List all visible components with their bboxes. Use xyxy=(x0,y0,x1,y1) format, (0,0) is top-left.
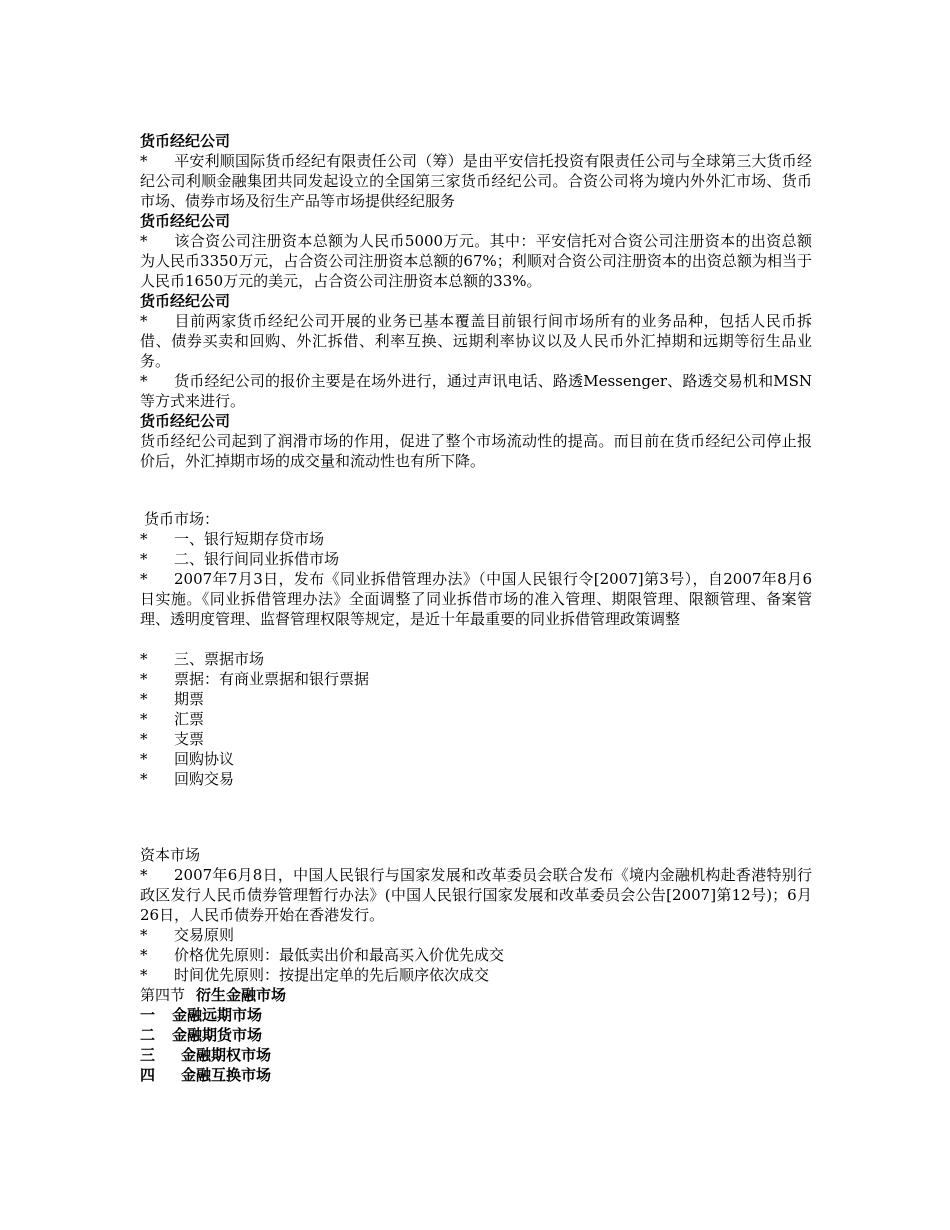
list-item xyxy=(140,569,812,629)
list-item xyxy=(140,769,812,789)
bullet-marker: * xyxy=(140,312,148,330)
subsection-label: 金融远期市场 xyxy=(172,1006,263,1024)
subsection-heading xyxy=(140,1045,812,1065)
bullet-marker: * xyxy=(140,926,148,944)
list-item-text: 支票 xyxy=(174,730,205,748)
bullet-text: 平安利顺国际货币经纪有限责任公司（筹）是由平安信托投资有限责任公司与全球第三大货币经纪公司利顺金融集团共同发起设立的全国第三家货币经纪公司。合资公司将为境内外外汇市场、货币市场、债券市场及衍生产品等市场提供经纪服务 xyxy=(140,152,812,210)
subsection-heading xyxy=(140,1005,812,1025)
list-item-text: 汇票 xyxy=(174,710,205,728)
list-item-text: 一、银行短期存贷市场 xyxy=(174,530,325,548)
bullet-paragraph xyxy=(140,371,812,411)
list-item-text: 回购交易 xyxy=(174,770,235,788)
list-item-text: 价格优先原则：最低卖出价和最高买入价优先成交 xyxy=(174,946,505,964)
list-item-text: 二、银行间同业拆借市场 xyxy=(174,550,340,568)
bullet-marker: * xyxy=(140,866,148,884)
bullet-marker: * xyxy=(140,650,148,668)
list-item xyxy=(140,729,812,749)
spacer xyxy=(140,629,812,649)
list-item-text: 2007年7月3日，发布《同业拆借管理办法》（中国人民银行令[2007]第3号），自2007年8月6日实施。《同业拆借管理办法》全面调整了同业拆借市场的准入管理、期限管理、限额管理、备案管理、透明度管理、监督管理权限等规定，是近十年最重要的同业拆借管理政策调整 xyxy=(140,570,812,628)
bullet-text: 该合资公司注册资本总额为人民币5000万元。其中：平安信托对合资公司注册资本的出资总额为人民币3350万元，占合资公司注册资本总额的67%；利顺对合资公司注册资本的出资总额为相当于人民币1650万元的美元，占合资公司注册资本总额的33%。 xyxy=(140,232,812,290)
list-item-text: 回购协议 xyxy=(174,750,235,768)
subsection-number: 二 xyxy=(140,1026,156,1044)
bullet-marker: * xyxy=(140,946,148,964)
list-item-text: 票据：有商业票据和银行票据 xyxy=(174,670,370,688)
bullet-marker: * xyxy=(140,710,148,728)
list-item xyxy=(140,549,812,569)
bullet-marker: * xyxy=(140,152,148,170)
bullet-marker: * xyxy=(140,530,148,548)
bullet-paragraph xyxy=(140,151,812,211)
list-item xyxy=(140,945,812,965)
bullet-marker: * xyxy=(140,770,148,788)
subsection-label: 金融期权市场 xyxy=(181,1046,272,1064)
bullet-marker: * xyxy=(140,966,148,984)
spacer xyxy=(140,789,812,845)
list-item xyxy=(140,649,812,669)
list-item xyxy=(140,669,812,689)
document-body xyxy=(140,131,812,1085)
bullet-marker: * xyxy=(140,232,148,250)
list-item-text: 期票 xyxy=(174,690,205,708)
list-item xyxy=(140,529,812,549)
subsection-heading xyxy=(140,1065,812,1085)
subsection-number: 一 xyxy=(140,1006,156,1024)
bullet-marker: * xyxy=(140,730,148,748)
paragraph: 货币经纪公司起到了润滑市场的作用，促进了整个市场流动性的提高。而目前在货币经纪公司停止报价后，外汇掉期市场的成交量和流动性也有所下降。 xyxy=(140,432,812,470)
subsection-number: 四 xyxy=(140,1066,156,1084)
list-item xyxy=(140,965,812,985)
bullet-text: 货币经纪公司的报价主要是在场外进行，通过声讯电话、路透Messenger、路透交易机和MSN等方式来进行。 xyxy=(140,372,812,410)
subsection-heading xyxy=(140,1025,812,1045)
bullet-marker: * xyxy=(140,550,148,568)
bullet-paragraph xyxy=(140,311,812,371)
bullet-marker: * xyxy=(140,750,148,768)
bullet-marker: * xyxy=(140,372,148,390)
bullet-text: 目前两家货币经纪公司开展的业务已基本覆盖目前银行间市场所有的业务品种，包括人民币拆借、债券买卖和回购、外汇拆借、利率互换、远期利率协议以及人民币外汇掉期和远期等衍生品业务。 xyxy=(140,312,812,370)
bullet-marker: * xyxy=(140,670,148,688)
list-item xyxy=(140,709,812,729)
subsection-label: 金融期货市场 xyxy=(172,1026,263,1044)
section-title: 衍生金融市场 xyxy=(196,986,287,1004)
heading-broker-4: 货币经纪公司 xyxy=(140,412,231,430)
section-number: 第四节 xyxy=(140,986,186,1004)
list-item-text: 时间优先原则：按提出定单的先后顺序依次成交 xyxy=(174,966,490,984)
subsection-label: 金融互换市场 xyxy=(181,1066,272,1084)
heading-broker-3: 货币经纪公司 xyxy=(140,292,231,310)
list-item-text: 交易原则 xyxy=(174,926,235,944)
list-item xyxy=(140,749,812,769)
bullet-marker: * xyxy=(140,570,148,588)
bullet-marker: * xyxy=(140,690,148,708)
list-item xyxy=(140,689,812,709)
list-item-text: 三、票据市场 xyxy=(174,650,265,668)
list-item-text: 2007年6月8日，中国人民银行与国家发展和改革委员会联合发布《境内金融机构赴香港特别行政区发行人民币债券管理暂行办法》(中国人民银行国家发展和改革委员会公告[2007]第12号)；6月26日，人民币债券开始在香港发行。 xyxy=(140,866,812,924)
capital-market-title: 资本市场 xyxy=(140,846,201,864)
spacer xyxy=(140,471,812,509)
list-item xyxy=(140,865,812,925)
subsection-number: 三 xyxy=(140,1046,156,1064)
section-heading xyxy=(140,985,812,1005)
money-market-title: 货币市场： xyxy=(144,510,220,528)
heading-broker-1: 货币经纪公司 xyxy=(140,132,231,150)
bullet-paragraph xyxy=(140,231,812,291)
list-item xyxy=(140,925,812,945)
heading-broker-2: 货币经纪公司 xyxy=(140,212,231,230)
